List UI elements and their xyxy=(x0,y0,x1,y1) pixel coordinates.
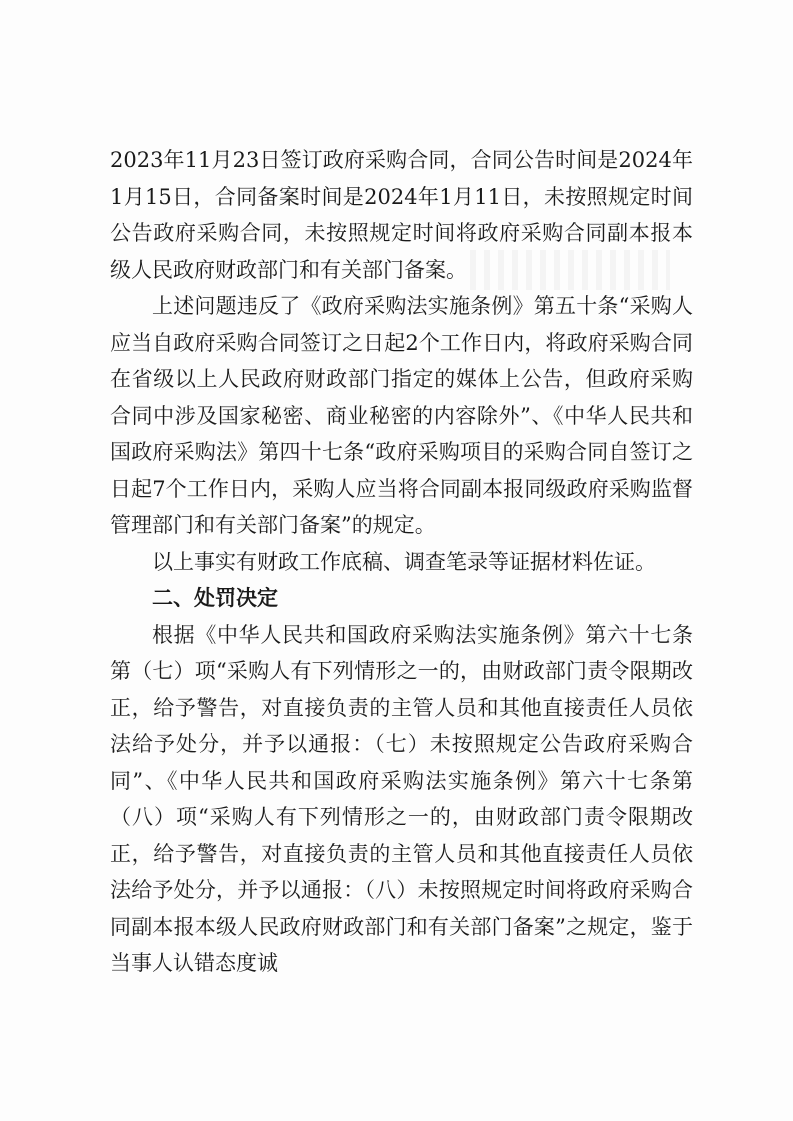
paragraph-penalty-basis: 根据《中华人民共和国政府采购法实施条例》第六十七条第（七）项“采购人有下列情形之一的，由财政部门责令限期改正，给予警告，对直接负责的主管人员和其他直接责任人员依法给予处分，并予以通报：（七）未按照规定公告政府采购合同”、《中华人民共和国政府采购法实施条例》第六十七条第（八）项“采购人有下列情形之一的，由财政部门责令限期改正，给予警告，对直接负责的主管人员和其他直接责任人员依法给予处分，并予以通报：（八）未按照规定时间将政府采购合同副本报本级人民政府财政部门和有关部门备案”之规定，鉴于当事人认错态度诚 xyxy=(110,622,693,975)
paragraph-violation: 上述问题违反了《政府采购法实施条例》第五十条“采购人应当自政府采购合同签订之日起2个工作日内，将政府采购合同在省级以上人民政府财政部门指定的媒体上公告，但政府采购合同中涉及国家秘密、商业秘密的内容除外”、《中华人民共和国政府采购法》第四十七条“政府采购项目的采购合同自签订之日起7个工作日内，采购人应当将合同副本报同级政府采购监督管理部门和有关部门备案”的规定。 xyxy=(110,294,693,537)
section-heading-penalty-decision: 二、处罚决定 xyxy=(152,586,278,610)
paragraph-contract-dates: 2023年11月23日签订政府采购合同，合同公告时间是2024年1月15日，合同备案时间是2024年1月11日，未按照规定时间公告政府采购合同，未按照规定时间将政府采购合同副本报本级人民政府财政部门和有关部门备案。 xyxy=(110,148,693,282)
document-body xyxy=(110,142,693,982)
paragraph-evidence: 以上事实有财政工作底稿、调查笔录等证据材料佐证。 xyxy=(152,549,656,574)
